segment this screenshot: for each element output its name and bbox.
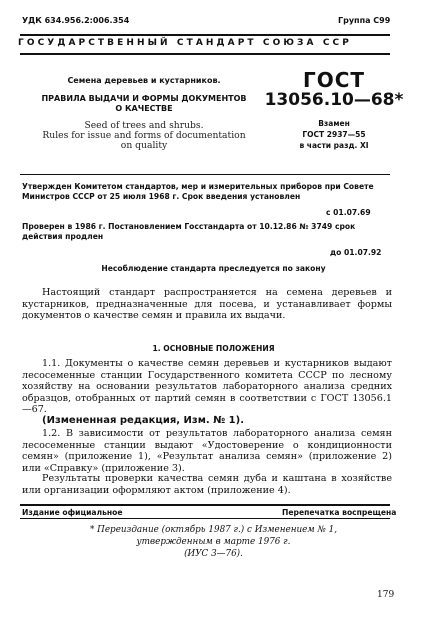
- amendment-note: (Измененная редакция, Изм. № 1).: [42, 415, 245, 426]
- gost-label: ГОСТ: [302, 68, 366, 92]
- footer-rule: [20, 504, 390, 506]
- official-edition: Издание официальное: [22, 508, 123, 517]
- reissue-line1: * Переиздание (октябрь 1987 г.) с Изменением № 1,: [89, 525, 337, 535]
- revision-note: Проверен в 1986 г. Постановлением Госстандарта от 10.12.86 № 3749 срок действия продлен: [22, 222, 356, 241]
- approval-date: с 01.07.69: [326, 208, 371, 217]
- reissue-line3: (ИУС 3—76).: [184, 549, 243, 559]
- section-1-title: 1. ОСНОВНЫЕ ПОЛОЖЕНИЯ: [152, 344, 275, 353]
- title-en-line1: Seed of trees and shrubs.: [84, 120, 204, 131]
- paragraph-1-2: 1.2. В зависимости от результатов лабораторного анализа семян лесосеменные станции выдают «Удостоверение о кондиционности семян» (приложение 1), «Результат анализа семян» (приложение 2) или «Справку» (приложение 3).: [22, 428, 392, 474]
- header-rule-bottom: [20, 53, 390, 55]
- intro-paragraph: Настоящий стандарт распространяется на семена деревьев и кустарников, предназначенные для посева, и устанавливает формы документов о качестве семян и правила их выдачи.: [22, 287, 392, 322]
- reissue-line2: утвержденным в марте 1976 г.: [136, 537, 291, 547]
- paragraph-1-3: Результаты проверки качества семян дуба и каштана в хозяйстве или организации оформляют актом (приложение 4).: [22, 473, 392, 496]
- gost-block: [260, 70, 408, 150]
- replace-gost: ГОСТ 2937—55: [302, 130, 366, 139]
- title-en-line3: on quality: [120, 140, 168, 151]
- title-ru-line2: ПРАВИЛА ВЫДАЧИ И ФОРМЫ ДОКУМЕНТОВ: [41, 94, 247, 103]
- reissue-note: [0, 524, 427, 560]
- violation-note: Несоблюдение стандарта преследуется по закону: [101, 264, 326, 273]
- title-ru-line1: Семена деревьев и кустарников.: [67, 76, 221, 85]
- udk-code: УДК 634.956.2:006.354: [22, 16, 130, 25]
- replace-label: Взамен: [318, 119, 350, 128]
- group-code: Группа С99: [338, 16, 391, 25]
- header-rule-top: [20, 34, 390, 36]
- title-ru-line3: О КАЧЕСТВЕ: [115, 104, 173, 113]
- revision-date: до 01.07.92: [330, 248, 382, 257]
- page-number: 179: [377, 590, 395, 600]
- standard-banner: ГОСУДАРСТВЕННЫЙ СТАНДАРТ СОЮЗА ССР: [18, 38, 352, 48]
- footer-rule-2: [20, 518, 390, 519]
- approval-note: Утвержден Комитетом стандартов, мер и измерительных приборов при Совете Министров СССР от 25 июля 1968 г. Срок введения установлен: [22, 182, 374, 201]
- title-rule: [20, 174, 390, 175]
- replace-part: в части разд. XI: [299, 141, 369, 150]
- title-block: [20, 74, 268, 151]
- paragraph-1-1: 1.1. Документы о качестве семян деревьев и кустарников выдают лесосеменные станции Государственного комитета СССР по лесному хозяйству на основании результатов лабораторного анализа средних образцов, отобранных от партий семян в соответствии с ГОСТ 13056.1—67.: [22, 358, 392, 416]
- title-ru-main: [20, 94, 268, 114]
- title-en-line2: Rules for issue and forms of documentation: [42, 130, 246, 141]
- title-en: [20, 121, 268, 151]
- reprint-prohibited: Перепечатка воспрещена: [282, 508, 397, 517]
- gost-number: 13056.10—68*: [264, 90, 404, 110]
